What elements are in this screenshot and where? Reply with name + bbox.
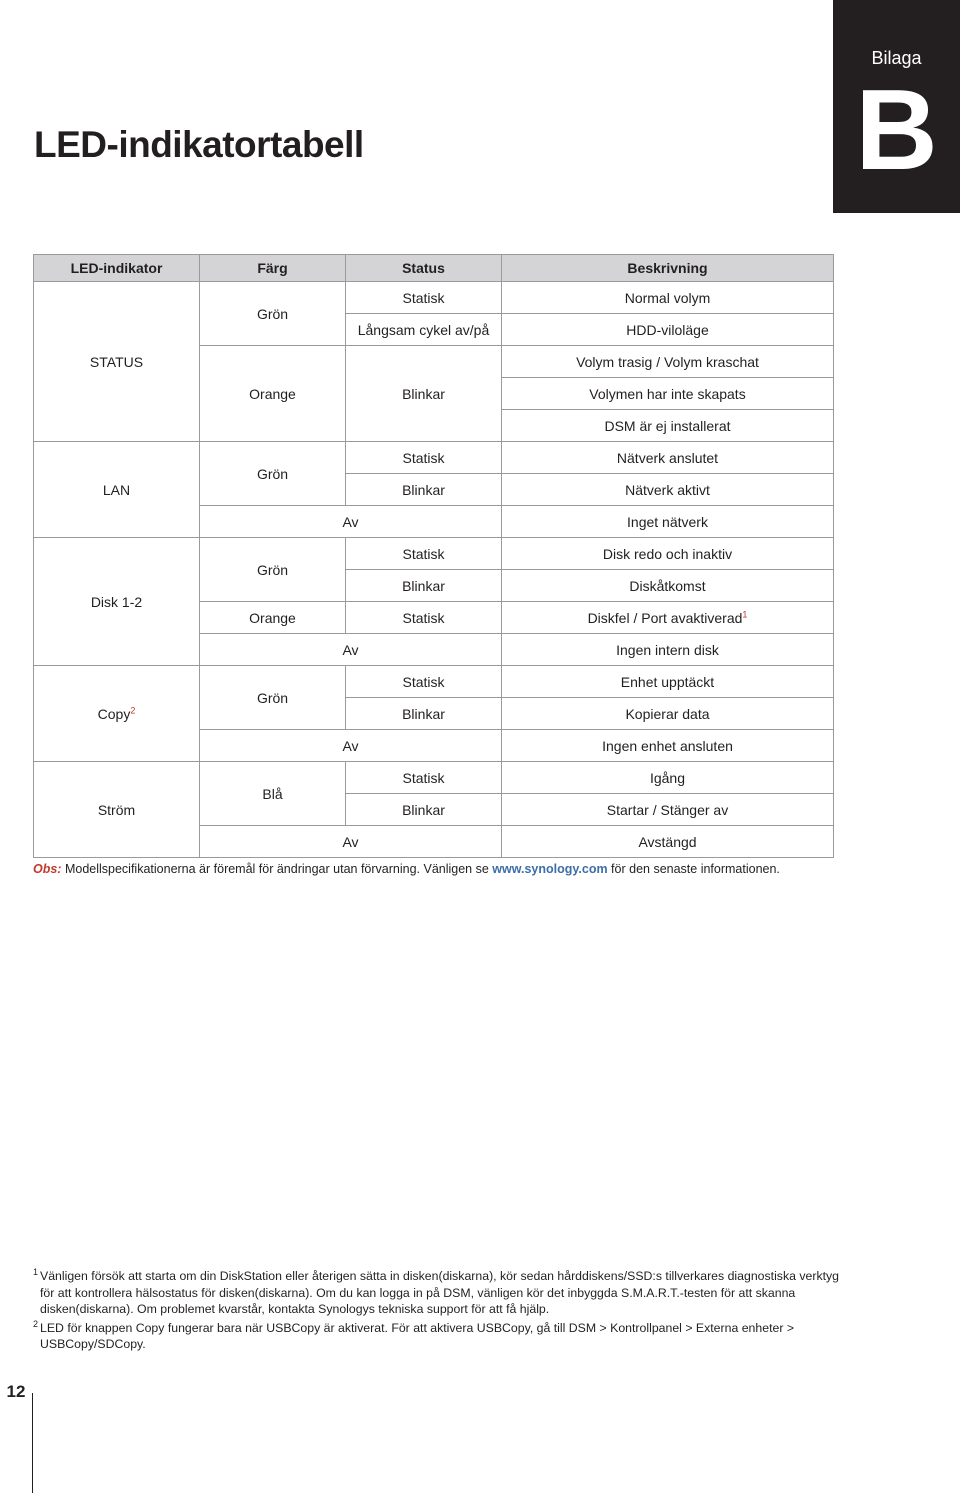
description-cell: DSM är ej installerat xyxy=(502,410,834,442)
obs-text-after: för den senaste informationen. xyxy=(607,862,780,876)
table-header-row xyxy=(34,255,834,282)
status-cell: Statisk xyxy=(346,538,502,570)
obs-text-before: Modellspecifikationerna är föremål för ändringar utan förvarning. Vänligen se xyxy=(61,862,493,876)
footnote-text: LED för knappen Copy fungerar bara när USBCopy är aktiverat. För att aktivera USBCopy, gå till DSM > Kontrollpanel > Externa enheter > USBCopy/SDCopy. xyxy=(40,1320,795,1351)
status-cell: Statisk xyxy=(346,762,502,794)
appendix-label: Bilaga xyxy=(871,48,922,68)
synology-link-www[interactable]: www.synology. xyxy=(492,862,582,876)
page-number: 12 xyxy=(6,1382,26,1401)
footnote-ref: 2 xyxy=(130,704,136,715)
description-cell: Volymen har inte skapats xyxy=(502,378,834,410)
description-cell: Nätverk anslutet xyxy=(502,442,834,474)
description-cell: Igång xyxy=(502,762,834,794)
footnote-ref: 1 xyxy=(742,608,748,619)
status-cell: Blinkar xyxy=(346,346,502,442)
color-status-cell: Av xyxy=(200,730,502,762)
obs-label: Obs: xyxy=(33,862,62,876)
color-cell: Blå xyxy=(200,762,346,826)
description-cell: Kopierar data xyxy=(502,698,834,730)
header-color: Färg xyxy=(200,255,346,282)
indicator-power: Ström xyxy=(34,762,200,858)
status-cell: Blinkar xyxy=(346,570,502,602)
header-description: Beskrivning xyxy=(502,255,834,282)
description-cell: Normal volym xyxy=(502,282,834,314)
description-cell: Volym trasig / Volym kraschat xyxy=(502,346,834,378)
status-cell: Statisk xyxy=(346,442,502,474)
description-text: Diskfel / Port avaktiverad xyxy=(587,609,743,626)
description-cell: Ingen enhet ansluten xyxy=(502,730,834,762)
description-cell: Avstängd xyxy=(502,826,834,858)
page-rule xyxy=(32,1393,33,1493)
status-cell: Statisk xyxy=(346,666,502,698)
status-cell: Blinkar xyxy=(346,698,502,730)
color-cell: Grön xyxy=(200,442,346,506)
footnotes xyxy=(33,1268,843,1355)
status-cell: Blinkar xyxy=(346,474,502,506)
status-cell: Långsam cykel av/på xyxy=(346,314,502,346)
footnote-mark: 1 xyxy=(33,1267,39,1277)
header-led-indicator: LED-indikator xyxy=(34,255,200,282)
table-row xyxy=(34,666,834,698)
description-cell: Inget nätverk xyxy=(502,506,834,538)
table-row xyxy=(34,762,834,794)
appendix-tab xyxy=(833,0,960,213)
obs-note xyxy=(33,862,913,876)
footnote-1 xyxy=(33,1268,843,1318)
description-cell: Ingen intern disk xyxy=(502,634,834,666)
table-row xyxy=(34,442,834,474)
color-cell: Grön xyxy=(200,538,346,602)
appendix-letter: B xyxy=(855,67,938,194)
page-title: LED-indikatortabell xyxy=(34,124,364,165)
color-cell: Grön xyxy=(200,666,346,730)
table-row xyxy=(34,282,834,314)
color-status-cell: Av xyxy=(200,634,502,666)
status-cell: Blinkar xyxy=(346,794,502,826)
status-cell: Statisk xyxy=(346,282,502,314)
description-cell: Nätverk aktivt xyxy=(502,474,834,506)
table-row xyxy=(34,538,834,570)
description-cell: Disk redo och inaktiv xyxy=(502,538,834,570)
indicator-text: Copy xyxy=(97,705,131,722)
description-cell: Enhet upptäckt xyxy=(502,666,834,698)
color-cell: Grön xyxy=(200,282,346,346)
indicator-copy xyxy=(34,666,200,762)
synology-link-com[interactable]: com xyxy=(581,862,608,876)
color-cell: Orange xyxy=(200,602,346,634)
led-indicator-table xyxy=(33,254,834,858)
indicator-status: STATUS xyxy=(34,282,200,442)
header-status: Status xyxy=(346,255,502,282)
footnote-2 xyxy=(33,1320,843,1353)
indicator-disk: Disk 1-2 xyxy=(34,538,200,666)
status-cell: Statisk xyxy=(346,602,502,634)
description-cell: HDD-viloläge xyxy=(502,314,834,346)
color-status-cell: Av xyxy=(200,826,502,858)
color-status-cell: Av xyxy=(200,506,502,538)
description-cell xyxy=(502,602,834,634)
indicator-lan: LAN xyxy=(34,442,200,538)
color-cell: Orange xyxy=(200,346,346,442)
description-cell: Diskåtkomst xyxy=(502,570,834,602)
footnote-text: Vänligen försök att starta om din DiskStation eller återigen sätta in disken(diskarna), kör sedan hårddiskens/SSD:s tillverkares diagnostiska verktyg för att kontrollera hälsostatus för disken(diskarna). Om du kan logga in på DSM, vänligen kör det inbyggda S.M.A.R.T.-testen för att skanna disken(diskarna). Om problemet kvarstår, kontakta Synologys tekniska support för att få hjälp. xyxy=(40,1269,839,1316)
footnote-mark: 2 xyxy=(33,1318,39,1329)
description-cell: Startar / Stänger av xyxy=(502,794,834,826)
